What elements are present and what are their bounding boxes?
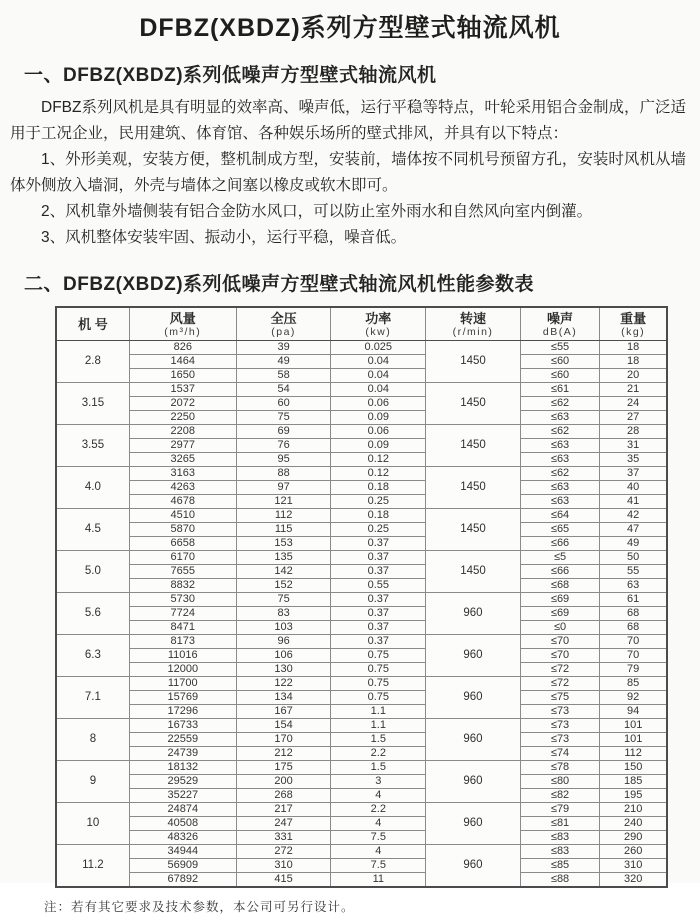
table-row bbox=[56, 789, 667, 803]
speed-cell: 960 bbox=[426, 635, 521, 677]
table-row bbox=[56, 495, 667, 509]
airflow-cell: 8832 bbox=[129, 579, 236, 593]
power-cell: 0.06 bbox=[331, 425, 426, 439]
airflow-cell: 4263 bbox=[129, 481, 236, 495]
table-row bbox=[56, 733, 667, 747]
power-cell: 0.37 bbox=[331, 621, 426, 635]
noise-cell: ≤61 bbox=[520, 383, 599, 397]
model-cell: 10 bbox=[56, 803, 129, 845]
power-cell: 0.37 bbox=[331, 565, 426, 579]
power-cell: 0.18 bbox=[331, 481, 426, 495]
table-row bbox=[56, 677, 667, 691]
airflow-cell: 24874 bbox=[129, 803, 236, 817]
weight-cell: 24 bbox=[600, 397, 667, 411]
pressure-cell: 103 bbox=[236, 621, 331, 635]
pressure-cell: 95 bbox=[236, 453, 331, 467]
weight-cell: 68 bbox=[600, 607, 667, 621]
weight-cell: 42 bbox=[600, 509, 667, 523]
table-row bbox=[56, 663, 667, 677]
noise-cell: ≤69 bbox=[520, 607, 599, 621]
power-cell: 0.025 bbox=[331, 341, 426, 355]
noise-cell: ≤5 bbox=[520, 551, 599, 565]
pressure-cell: 60 bbox=[236, 397, 331, 411]
pressure-cell: 135 bbox=[236, 551, 331, 565]
power-cell: 1.5 bbox=[331, 733, 426, 747]
section-2-heading: 二、DFBZ(XBDZ)系列低噪声方型壁式轴流风机性能参数表 bbox=[24, 274, 535, 295]
noise-cell: ≤62 bbox=[520, 467, 599, 481]
noise-cell: ≤70 bbox=[520, 649, 599, 663]
noise-cell: ≤80 bbox=[520, 775, 599, 789]
airflow-cell: 29529 bbox=[129, 775, 236, 789]
weight-cell: 18 bbox=[600, 341, 667, 355]
power-cell: 0.75 bbox=[331, 649, 426, 663]
noise-cell: ≤83 bbox=[520, 845, 599, 859]
performance-table bbox=[55, 306, 668, 888]
pressure-cell: 142 bbox=[236, 565, 331, 579]
pressure-cell: 39 bbox=[236, 341, 331, 355]
pressure-cell: 134 bbox=[236, 691, 331, 705]
power-cell: 0.06 bbox=[331, 397, 426, 411]
speed-cell: 1450 bbox=[426, 467, 521, 509]
power-cell: 11 bbox=[331, 873, 426, 888]
noise-cell: ≤78 bbox=[520, 761, 599, 775]
noise-cell: ≤68 bbox=[520, 579, 599, 593]
power-cell: 0.12 bbox=[331, 467, 426, 481]
pressure-cell: 153 bbox=[236, 537, 331, 551]
weight-cell: 55 bbox=[600, 565, 667, 579]
pressure-cell: 200 bbox=[236, 775, 331, 789]
noise-cell: ≤66 bbox=[520, 565, 599, 579]
weight-cell: 85 bbox=[600, 677, 667, 691]
airflow-cell: 1650 bbox=[129, 369, 236, 383]
col-header-power: 功率 (kw) bbox=[331, 307, 426, 341]
noise-cell: ≤60 bbox=[520, 355, 599, 369]
power-cell: 0.37 bbox=[331, 537, 426, 551]
pressure-cell: 106 bbox=[236, 649, 331, 663]
airflow-cell: 12000 bbox=[129, 663, 236, 677]
table-row bbox=[56, 481, 667, 495]
pressure-cell: 272 bbox=[236, 845, 331, 859]
airflow-cell: 5730 bbox=[129, 593, 236, 607]
noise-cell: ≤63 bbox=[520, 453, 599, 467]
pressure-cell: 154 bbox=[236, 719, 331, 733]
pressure-cell: 122 bbox=[236, 677, 331, 691]
airflow-cell: 1464 bbox=[129, 355, 236, 369]
noise-cell: ≤79 bbox=[520, 803, 599, 817]
airflow-cell: 6658 bbox=[129, 537, 236, 551]
noise-cell: ≤82 bbox=[520, 789, 599, 803]
weight-cell: 18 bbox=[600, 355, 667, 369]
model-cell: 5.0 bbox=[56, 551, 129, 593]
section-1-heading: 一、DFBZ(XBDZ)系列低噪声方型壁式轴流风机 bbox=[24, 65, 437, 86]
weight-cell: 94 bbox=[600, 705, 667, 719]
model-cell: 4.5 bbox=[56, 509, 129, 551]
weight-cell: 240 bbox=[600, 817, 667, 831]
table-row bbox=[56, 845, 667, 859]
airflow-cell: 11016 bbox=[129, 649, 236, 663]
model-cell: 6.3 bbox=[56, 635, 129, 677]
noise-cell: ≤85 bbox=[520, 859, 599, 873]
weight-cell: 92 bbox=[600, 691, 667, 705]
pressure-cell: 88 bbox=[236, 467, 331, 481]
power-cell: 0.37 bbox=[331, 551, 426, 565]
airflow-cell: 34944 bbox=[129, 845, 236, 859]
col-header-model: 机 号 bbox=[56, 307, 129, 341]
table-row bbox=[56, 873, 667, 888]
table-row bbox=[56, 747, 667, 761]
table-row bbox=[56, 383, 667, 397]
airflow-cell: 2977 bbox=[129, 439, 236, 453]
noise-cell: ≤72 bbox=[520, 677, 599, 691]
pressure-cell: 217 bbox=[236, 803, 331, 817]
noise-cell: ≤60 bbox=[520, 369, 599, 383]
pressure-cell: 415 bbox=[236, 873, 331, 888]
noise-cell: ≤64 bbox=[520, 509, 599, 523]
speed-cell: 1450 bbox=[426, 341, 521, 383]
noise-cell: ≤63 bbox=[520, 481, 599, 495]
pressure-cell: 76 bbox=[236, 439, 331, 453]
pressure-cell: 175 bbox=[236, 761, 331, 775]
table-row bbox=[56, 621, 667, 635]
noise-cell: ≤66 bbox=[520, 537, 599, 551]
weight-cell: 68 bbox=[600, 621, 667, 635]
noise-cell: ≤0 bbox=[520, 621, 599, 635]
speed-cell: 960 bbox=[426, 845, 521, 888]
noise-cell: ≤88 bbox=[520, 873, 599, 888]
pressure-cell: 83 bbox=[236, 607, 331, 621]
table-row bbox=[56, 411, 667, 425]
noise-cell: ≤73 bbox=[520, 719, 599, 733]
pressure-cell: 310 bbox=[236, 859, 331, 873]
noise-cell: ≤72 bbox=[520, 663, 599, 677]
power-cell: 0.55 bbox=[331, 579, 426, 593]
table-row bbox=[56, 397, 667, 411]
pressure-cell: 49 bbox=[236, 355, 331, 369]
table-row bbox=[56, 705, 667, 719]
airflow-cell: 11700 bbox=[129, 677, 236, 691]
power-cell: 0.37 bbox=[331, 607, 426, 621]
power-cell: 0.18 bbox=[331, 509, 426, 523]
weight-cell: 21 bbox=[600, 383, 667, 397]
feature-point-2: 2、风机靠外墙侧装有铝合金防水风口，可以防止室外雨水和自然风向室内倒灌。 bbox=[41, 203, 593, 220]
weight-cell: 37 bbox=[600, 467, 667, 481]
weight-cell: 47 bbox=[600, 523, 667, 537]
airflow-cell: 1537 bbox=[129, 383, 236, 397]
table-row bbox=[56, 509, 667, 523]
weight-cell: 35 bbox=[600, 453, 667, 467]
noise-cell: ≤81 bbox=[520, 817, 599, 831]
power-cell: 0.04 bbox=[331, 383, 426, 397]
noise-cell: ≤69 bbox=[520, 593, 599, 607]
weight-cell: 63 bbox=[600, 579, 667, 593]
power-cell: 0.75 bbox=[331, 691, 426, 705]
noise-cell: ≤63 bbox=[520, 411, 599, 425]
weight-cell: 260 bbox=[600, 845, 667, 859]
airflow-cell: 8173 bbox=[129, 635, 236, 649]
noise-cell: ≤63 bbox=[520, 495, 599, 509]
airflow-cell: 2250 bbox=[129, 411, 236, 425]
table-row bbox=[56, 719, 667, 733]
pressure-cell: 152 bbox=[236, 579, 331, 593]
noise-cell: ≤55 bbox=[520, 341, 599, 355]
power-cell: 1.5 bbox=[331, 761, 426, 775]
weight-cell: 320 bbox=[600, 873, 667, 888]
table-row bbox=[56, 355, 667, 369]
weight-cell: 31 bbox=[600, 439, 667, 453]
noise-cell: ≤63 bbox=[520, 439, 599, 453]
airflow-cell: 4510 bbox=[129, 509, 236, 523]
pressure-cell: 115 bbox=[236, 523, 331, 537]
power-cell: 0.12 bbox=[331, 453, 426, 467]
power-cell: 0.04 bbox=[331, 369, 426, 383]
airflow-cell: 3163 bbox=[129, 467, 236, 481]
table-row bbox=[56, 649, 667, 663]
weight-cell: 49 bbox=[600, 537, 667, 551]
noise-cell: ≤73 bbox=[520, 733, 599, 747]
table-row bbox=[56, 691, 667, 705]
pressure-cell: 130 bbox=[236, 663, 331, 677]
weight-cell: 27 bbox=[600, 411, 667, 425]
table-row bbox=[56, 341, 667, 355]
table-row bbox=[56, 593, 667, 607]
weight-cell: 79 bbox=[600, 663, 667, 677]
model-cell: 7.1 bbox=[56, 677, 129, 719]
weight-cell: 101 bbox=[600, 733, 667, 747]
pressure-cell: 97 bbox=[236, 481, 331, 495]
table-row bbox=[56, 537, 667, 551]
noise-cell: ≤74 bbox=[520, 747, 599, 761]
pressure-cell: 331 bbox=[236, 831, 331, 845]
table-row bbox=[56, 369, 667, 383]
speed-cell: 960 bbox=[426, 803, 521, 845]
pressure-cell: 58 bbox=[236, 369, 331, 383]
airflow-cell: 67892 bbox=[129, 873, 236, 888]
table-row bbox=[56, 803, 667, 817]
airflow-cell: 18132 bbox=[129, 761, 236, 775]
speed-cell: 1450 bbox=[426, 383, 521, 425]
weight-cell: 61 bbox=[600, 593, 667, 607]
noise-cell: ≤70 bbox=[520, 635, 599, 649]
weight-cell: 50 bbox=[600, 551, 667, 565]
airflow-cell: 6170 bbox=[129, 551, 236, 565]
weight-cell: 290 bbox=[600, 831, 667, 845]
footnote: 注：若有其它要求及技术参数，本公司可另行设计。 bbox=[44, 900, 355, 914]
pressure-cell: 75 bbox=[236, 411, 331, 425]
airflow-cell: 17296 bbox=[129, 705, 236, 719]
pressure-cell: 121 bbox=[236, 495, 331, 509]
model-cell: 11.2 bbox=[56, 845, 129, 888]
table-row bbox=[56, 523, 667, 537]
feature-point-1: 1、外形美观，安装方便，整机制成方型，安装前，墙体按不同机号预留方孔，安装时风机从墙体外侧放入墙洞，外壳与墙体之间塞以橡皮或软木即可。 bbox=[10, 151, 686, 194]
weight-cell: 101 bbox=[600, 719, 667, 733]
airflow-cell: 16733 bbox=[129, 719, 236, 733]
weight-cell: 20 bbox=[600, 369, 667, 383]
table-row bbox=[56, 831, 667, 845]
col-header-speed: 转速 (r/min) bbox=[426, 307, 521, 341]
airflow-cell: 2208 bbox=[129, 425, 236, 439]
table-row bbox=[56, 439, 667, 453]
pressure-cell: 112 bbox=[236, 509, 331, 523]
pressure-cell: 170 bbox=[236, 733, 331, 747]
pressure-cell: 268 bbox=[236, 789, 331, 803]
pressure-cell: 54 bbox=[236, 383, 331, 397]
pressure-cell: 212 bbox=[236, 747, 331, 761]
airflow-cell: 24739 bbox=[129, 747, 236, 761]
perf-table-body bbox=[56, 341, 667, 888]
weight-cell: 210 bbox=[600, 803, 667, 817]
pressure-cell: 69 bbox=[236, 425, 331, 439]
power-cell: 4 bbox=[331, 789, 426, 803]
pressure-cell: 247 bbox=[236, 817, 331, 831]
power-cell: 3 bbox=[331, 775, 426, 789]
table-row bbox=[56, 635, 667, 649]
section-1-intro: DFBZ系列风机是具有明显的效率高、噪声低，运行平稳等特点，叶轮采用铝合金制成，广泛适用于工况企业，民用建筑、体育馆、各种娱乐场所的壁式排风，并具有以下特点： bbox=[10, 99, 686, 142]
weight-cell: 195 bbox=[600, 789, 667, 803]
model-cell: 3.15 bbox=[56, 383, 129, 425]
airflow-cell: 15769 bbox=[129, 691, 236, 705]
pressure-cell: 75 bbox=[236, 593, 331, 607]
model-cell: 2.8 bbox=[56, 341, 129, 383]
airflow-cell: 2072 bbox=[129, 397, 236, 411]
feature-point-3: 3、风机整体安装牢固、振动小，运行平稳，噪音低。 bbox=[41, 229, 407, 246]
power-cell: 0.09 bbox=[331, 411, 426, 425]
airflow-cell: 826 bbox=[129, 341, 236, 355]
speed-cell: 1450 bbox=[426, 509, 521, 551]
table-row bbox=[56, 775, 667, 789]
table-row bbox=[56, 579, 667, 593]
power-cell: 0.04 bbox=[331, 355, 426, 369]
power-cell: 0.37 bbox=[331, 593, 426, 607]
table-row bbox=[56, 761, 667, 775]
noise-cell: ≤62 bbox=[520, 425, 599, 439]
weight-cell: 70 bbox=[600, 649, 667, 663]
weight-cell: 40 bbox=[600, 481, 667, 495]
model-cell: 4.0 bbox=[56, 467, 129, 509]
airflow-cell: 5870 bbox=[129, 523, 236, 537]
speed-cell: 960 bbox=[426, 593, 521, 635]
pressure-cell: 167 bbox=[236, 705, 331, 719]
weight-cell: 150 bbox=[600, 761, 667, 775]
pressure-cell: 96 bbox=[236, 635, 331, 649]
power-cell: 1.1 bbox=[331, 705, 426, 719]
airflow-cell: 22559 bbox=[129, 733, 236, 747]
table-row bbox=[56, 467, 667, 481]
col-header-weight: 重量 (kg) bbox=[600, 307, 667, 341]
table-row bbox=[56, 425, 667, 439]
power-cell: 7.5 bbox=[331, 859, 426, 873]
airflow-cell: 56909 bbox=[129, 859, 236, 873]
weight-cell: 28 bbox=[600, 425, 667, 439]
noise-cell: ≤75 bbox=[520, 691, 599, 705]
weight-cell: 70 bbox=[600, 635, 667, 649]
power-cell: 0.75 bbox=[331, 663, 426, 677]
power-cell: 0.37 bbox=[331, 635, 426, 649]
power-cell: 0.09 bbox=[331, 439, 426, 453]
model-cell: 9 bbox=[56, 761, 129, 803]
speed-cell: 1450 bbox=[426, 425, 521, 467]
table-row bbox=[56, 551, 667, 565]
airflow-cell: 40508 bbox=[129, 817, 236, 831]
speed-cell: 960 bbox=[426, 761, 521, 803]
model-cell: 5.6 bbox=[56, 593, 129, 635]
airflow-cell: 4678 bbox=[129, 495, 236, 509]
page-title: DFBZ(XBDZ)系列方型壁式轴流风机 bbox=[139, 14, 561, 42]
noise-cell: ≤73 bbox=[520, 705, 599, 719]
power-cell: 0.75 bbox=[331, 677, 426, 691]
power-cell: 7.5 bbox=[331, 831, 426, 845]
noise-cell: ≤62 bbox=[520, 397, 599, 411]
weight-cell: 185 bbox=[600, 775, 667, 789]
weight-cell: 41 bbox=[600, 495, 667, 509]
power-cell: 4 bbox=[331, 817, 426, 831]
model-cell: 3.55 bbox=[56, 425, 129, 467]
power-cell: 1.1 bbox=[331, 719, 426, 733]
speed-cell: 960 bbox=[426, 677, 521, 719]
table-row bbox=[56, 859, 667, 873]
airflow-cell: 7724 bbox=[129, 607, 236, 621]
table-row bbox=[56, 453, 667, 467]
speed-cell: 1450 bbox=[426, 551, 521, 593]
power-cell: 0.25 bbox=[331, 495, 426, 509]
table-row bbox=[56, 565, 667, 579]
airflow-cell: 3265 bbox=[129, 453, 236, 467]
noise-cell: ≤83 bbox=[520, 831, 599, 845]
col-header-pressure: 全压 (pa) bbox=[236, 307, 331, 341]
col-header-airflow: 风量 (m³/h) bbox=[129, 307, 236, 341]
airflow-cell: 35227 bbox=[129, 789, 236, 803]
noise-cell: ≤65 bbox=[520, 523, 599, 537]
table-row bbox=[56, 607, 667, 621]
airflow-cell: 8471 bbox=[129, 621, 236, 635]
airflow-cell: 48326 bbox=[129, 831, 236, 845]
power-cell: 2.2 bbox=[331, 747, 426, 761]
weight-cell: 310 bbox=[600, 859, 667, 873]
table-header-row bbox=[56, 307, 667, 341]
power-cell: 2.2 bbox=[331, 803, 426, 817]
table-row bbox=[56, 817, 667, 831]
power-cell: 0.25 bbox=[331, 523, 426, 537]
airflow-cell: 7655 bbox=[129, 565, 236, 579]
model-cell: 8 bbox=[56, 719, 129, 761]
power-cell: 4 bbox=[331, 845, 426, 859]
col-header-noise: 噪声 dB(A) bbox=[520, 307, 599, 341]
weight-cell: 112 bbox=[600, 747, 667, 761]
speed-cell: 960 bbox=[426, 719, 521, 761]
